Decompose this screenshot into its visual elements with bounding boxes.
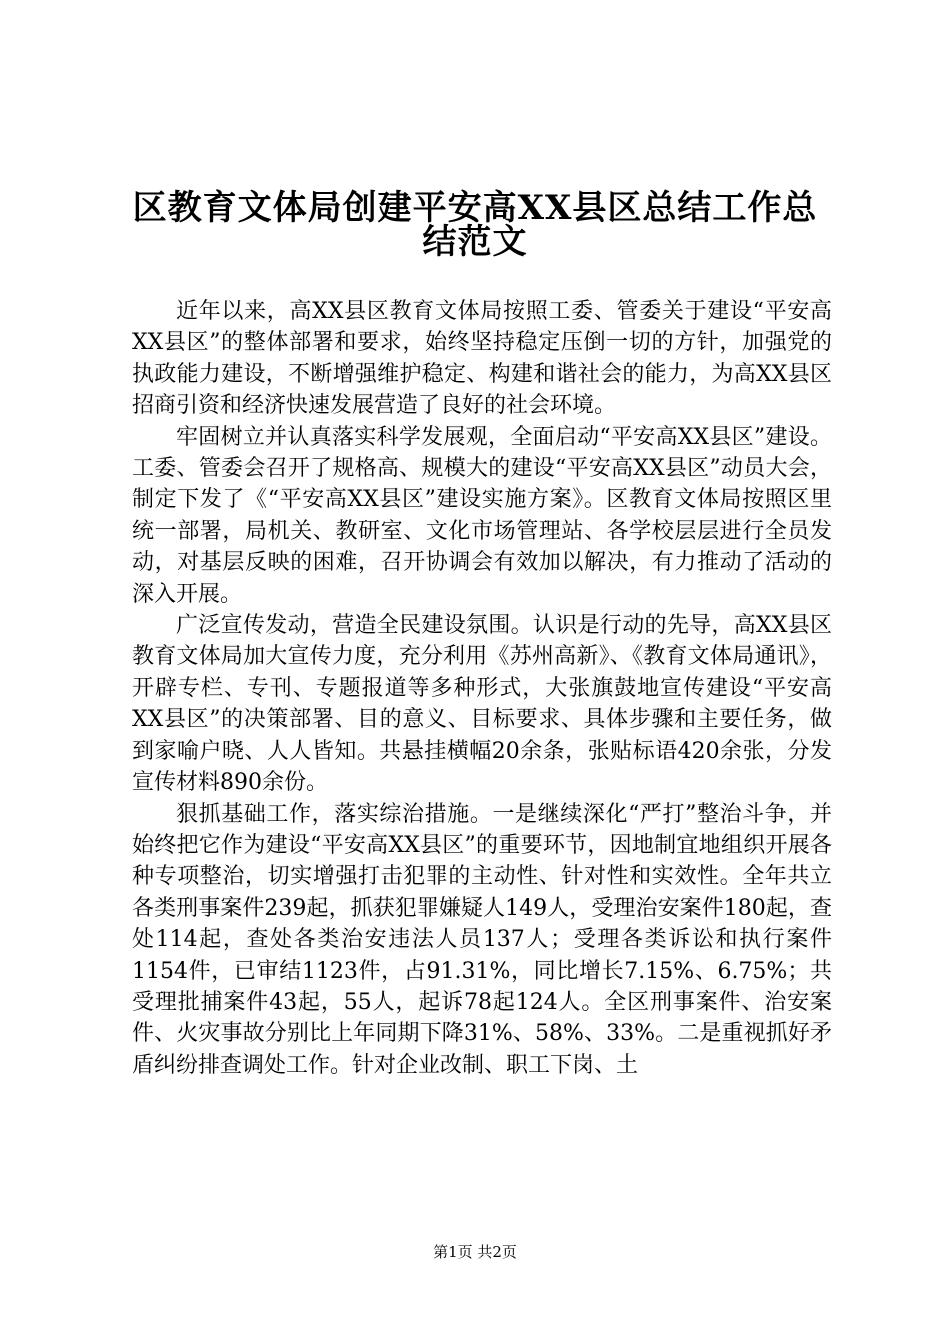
paragraph-intro: 近年以来，高XX县区教育文体局按照工委、管委关于建设“平安高XX县区”的整体部署和要求，始终坚持稳定压倒一切的方针，加强党的执政能力建设，不断增强维护稳定、构建和谐社会的能力，为高XX县区招商引资和经济快速发展营造了良好的社会环境。 (132, 299, 832, 419)
document-body (132, 296, 832, 1081)
paragraph-publicity: 广泛宣传发动，营造全民建设氛围。认识是行动的先导，高XX县区教育文体局加大宣传力度，充分利用《苏州高新》、《教育文体局通讯》，开辟专栏、专刊、专题报道等多种形式，大张旗鼓地宣传建设“平安高XX县区”的决策部署、目的意义、目标要求、具体步骤和主要任务，做到家喻户晓、人人皆知。共悬挂横幅20余条，张贴标语420余张，分发宣传材料890余份。 (132, 613, 832, 796)
page-footer: 第1页 共2页 (433, 1243, 517, 1261)
document-title-line-1: 区教育文体局创建平安高XX县区总结工作总 (132, 188, 818, 228)
paragraph-launch: 牢固树立并认真落实科学发展观，全面启动“平安高XX县区”建设。工委、管委会召开了规格高、规模大的建设“平安高XX县区”动员大会，制定下发了《“平安高XX县区”建设实施方案》。区教育文体局按照区里统一部署，局机关、教研室、文化市场管理站、各学校层层进行全员发动，对基层反映的困难，召开协调会有效加以解决，有力推动了活动的深入开展。 (132, 424, 832, 607)
paragraph-measures: 狠抓基础工作，落实综治措施。一是继续深化“严打”整治斗争，并始终把它作为建设“平安高XX县区”的重要环节，因地制宜地组织开展各种专项整治，切实增强打击犯罪的主动性、针对性和实效性。全年共立各类刑事案件239起，抓获犯罪嫌疑人149人，受理治安案件180起，查处114起，查处各类治安违法人员137人；受理各类诉讼和执行案件1154件，已审结1123件，占91.31%，同比增长7.15%、6.75%；共受理批捕案件43起，55人，起诉78起124人。全区刑事案件、治安案件、火灾事故分别比上年同期下降31%、58%、33%。二是重视抓好矛盾纠纷排查调处工作。针对企业改制、职工下岗、土 (132, 801, 832, 1078)
document-title-line-2: 结范文 (422, 222, 528, 262)
